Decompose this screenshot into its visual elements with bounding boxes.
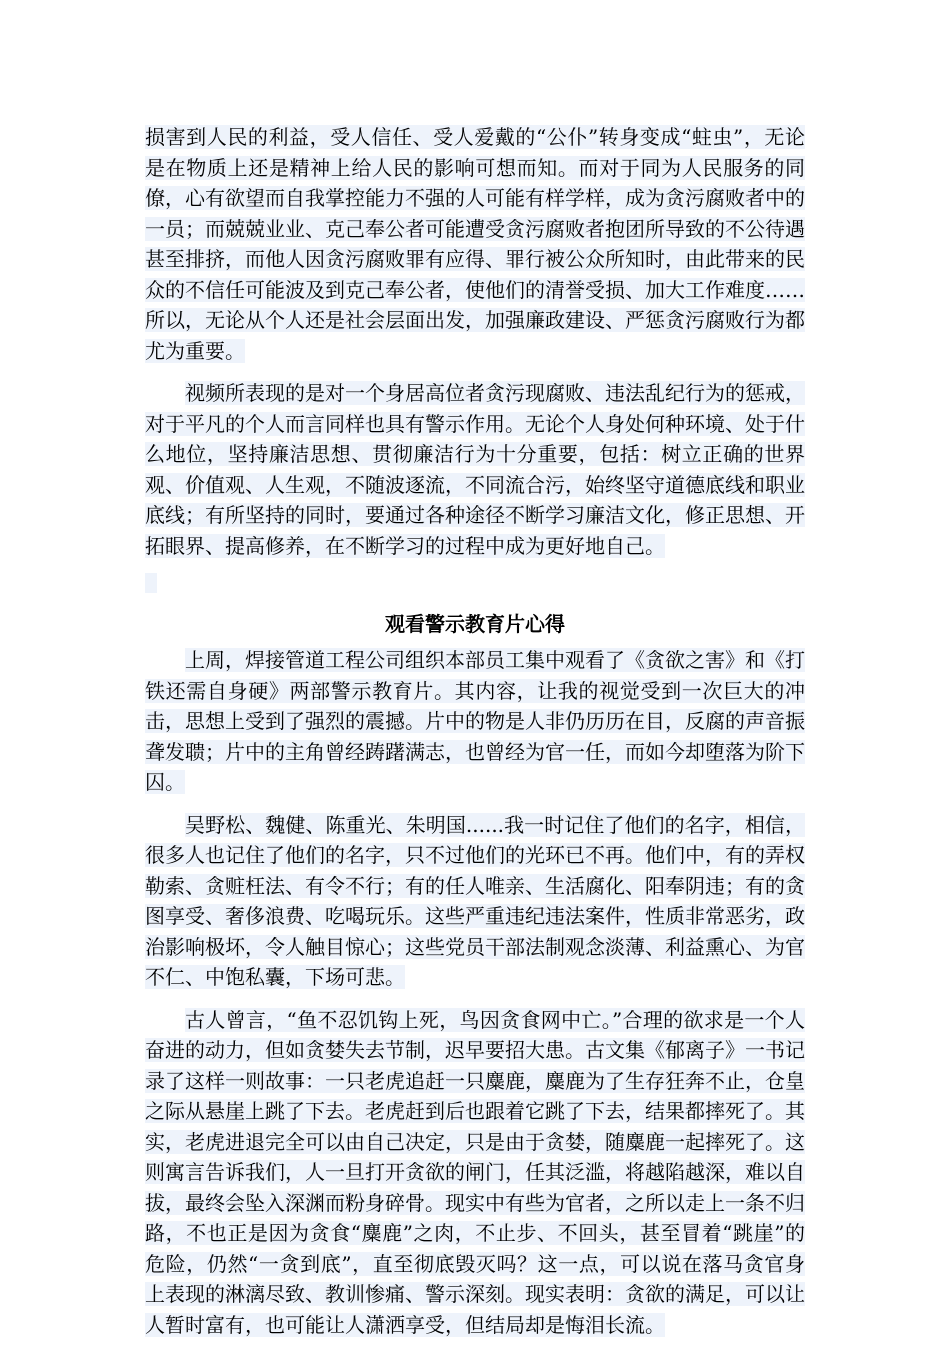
paragraph-2 (145, 810, 805, 993)
section-title: 观看警示教育片心得 (385, 612, 565, 636)
paragraph-video (145, 378, 805, 561)
paragraph-video-text: 视频所表现的是对一个身居高位者贪污现腐败、违法乱纪行为的惩戒，对于平凡的个人而言同样也具有警示作用。无论个人身处何种环境、处于什么地位，坚持廉洁思想、贯彻廉洁行为十分重要，包括：树立正确的世界观、价值观、人生观，不随波逐流，不同流合污，始终坚守道德底线和职业底线；有所坚持的同时，要通过各种途径不断学习廉洁文化，修正思想、开拓眼界、提高修养，在不断学习的过程中成为更好地自己。 (145, 381, 805, 558)
paragraph-continued (145, 122, 805, 366)
paragraph-1-text: 上周，焊接管道工程公司组织本部员工集中观看了《贪欲之害》和《打铁还需自身硬》两部警示教育片。其内容，让我的视觉受到一次巨大的冲击，思想上受到了强烈的震撼。片中的物是人非仍历历在目，反腐的声音振聋发聩；片中的主角曾经踌躇满志，也曾经为官一任，而如今却堕落为阶下囚。 (145, 648, 805, 794)
paragraph-1 (145, 645, 805, 798)
paragraph-2-text: 吴野松、魏健、陈重光、朱明国......我一时记住了他们的名字，相信，很多人也记住了他们的名字，只不过他们的光环已不再。他们中，有的弄权勒索、贪赃枉法、有令不行；有的任人唯亲、生活腐化、阳奉阴违；有的贪图享受、奢侈浪费、吃喝玩乐。这些严重违纪违法案件，性质非常恶劣，政治影响极坏，令人触目惊心；这些党员干部法制观念淡薄、利益熏心、为官不仁、中饱私囊，下场可悲。 (145, 812, 805, 989)
paragraph-continued-text: 损害到人民的利益，受人信任、受人爱戴的“公仆”转身变成“蛀虫”，无论是在物质上还是精神上给人民的影响可想而知。而对于同为人民服务的同僚，心有欲望而自我掌控能力不强的人可能有样学样，成为贪污腐败者中的一员；而兢兢业业、克己奉公者可能遭受贪污腐败者抱团所导致的不公待遇甚至排挤，而他人因贪污腐败罪有应得、罪行被公众所知时，由此带来的民众的不信任可能波及到克己奉公者，使他们的清誉受损、加大工作难度……所以，无论从个人还是社会层面出发，加强廉政建设、严惩贪污腐败行为都尤为重要。 (145, 125, 805, 363)
paragraph-3-text: 古人曾言，“鱼不忍饥钩上死，鸟因贪食网中亡。”合理的欲求是一个人奋进的动力，但如贪婪失去节制，迟早要招大患。古文集《郁离子》一书记录了这样一则故事：一只老虎追赶一只麋鹿，麋鹿为了生存狂奔不止，仓皇之际从悬崖上跳了下去。老虎赶到后也跟着它跳了下去，结果都摔死了。其实，老虎进退完全可以由自己决定，只是由于贪婪，随麋鹿一起摔死了。这则寓言告诉我们，人一旦打开贪欲的闸门，任其泛滥，将越陷越深，难以自拔，最终会坠入深渊而粉身碎骨。现实中有些为官者，之所以走上一条不归路，不也正是因为贪食“麋鹿”之肉，不止步、不回头，甚至冒着“跳崖”的危险，仍然“一贪到底”，直至彻底毁灭吗？这一点，可以说在落马贪官身上表现的淋漓尽致、教训惨痛、警示深刻。现实表明：贪欲的满足，可以让人暂时富有，也可能让人潇洒享受，但结局却是悔泪长流。 (145, 1007, 805, 1337)
paragraph-3 (145, 1005, 805, 1341)
document-page (145, 122, 805, 1352)
empty-line-marker (145, 573, 157, 593)
